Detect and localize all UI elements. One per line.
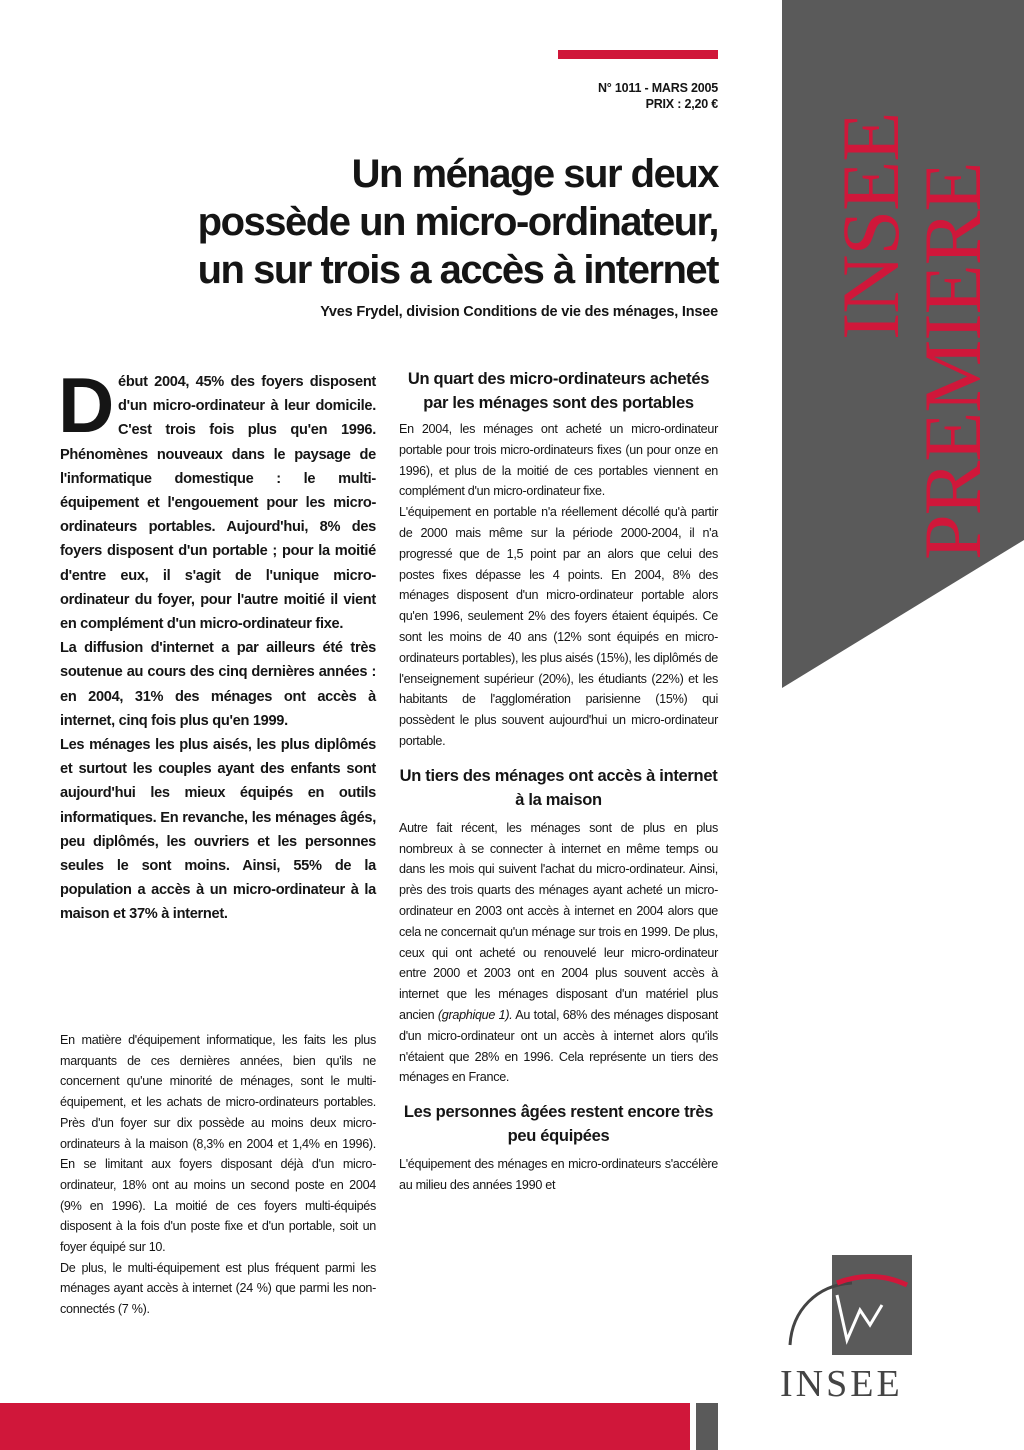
issue-number-date: N° 1011 - MARS 2005 bbox=[597, 81, 718, 95]
body-left-column bbox=[60, 1030, 376, 1320]
insee-logo bbox=[780, 1255, 920, 1406]
issue-info bbox=[598, 80, 718, 112]
drop-cap: D bbox=[58, 361, 115, 449]
right-column bbox=[399, 367, 718, 1196]
section-heading: Un tiers des ménages ont accès à internet à la maison bbox=[399, 766, 718, 809]
brand-title-insee: INSEE bbox=[825, 112, 916, 340]
title-line: un sur trois a accès à internet bbox=[197, 248, 718, 292]
body-paragraph: En matière d'équipement informatique, les faits les plus marquants de ces dernières années, bien qu'ils ne concernent qu'une minorité de ménages, sont le multi-équipement, et les achats de micro-ordinateurs portables. Près d'un foyer sur dix possède au moins deux micro-ordinateurs à la maison (8,3% en 2004 et 1,4% en 1996). En se limitant aux foyers disposant déjà d'un micro-ordinateur, 18% ont au moins un second poste en 2004 (9% en 1996). La moitié de ces foyers multi-équipés disposent à la fois d'un poste fixe et d'un portable, soit un foyer équipé sur 10. bbox=[60, 1033, 376, 1255]
lead-paragraph: Début 2004, 45% des foyers disposent d'un micro-ordinateur à leur domicile. C'est trois fois plus qu'en 1996. Phénomènes nouveaux dans le paysage de l'informatique domestique : le multi-équipement et l'engouement pour les micro-ordinateurs portables. Aujourd'hui, 8% des foyers disposent d'un portable ; pour la moitié d'entre eux, il s'agit de l'unique micro-ordinateur du foyer, pour l'autre moitié il vient en complément d'un micro-ordinateur fixe. bbox=[58, 361, 376, 633]
body-paragraph: En 2004, les ménages ont acheté un micro-ordinateur portable pour trois micro-ordinateurs fixes (un pour onze en 1996), et plus de la moitié de ces portables viennent en complément d'un micro-ordinateur fixe. bbox=[399, 422, 718, 499]
issue-price: PRIX : 2,20 € bbox=[645, 97, 718, 111]
title-line: Un ménage sur deux bbox=[351, 152, 718, 196]
lead-paragraph: Les ménages les plus aisés, les plus diplômés et surtout les couples ayant des enfants sont aujourd'hui les mieux équipés en outils informatiques. En revanche, les ménages âgés, peu diplômés, les ouvriers et les personnes seules le sont moins. Ainsi, 55% de la population a accès à un micro-ordinateur à la maison et 37% à internet. bbox=[60, 737, 376, 923]
insee-logo-text: INSEE bbox=[780, 1363, 903, 1405]
bottom-grey-bar bbox=[696, 1403, 718, 1450]
body-paragraph: Autre fait récent, les ménages sont de plus en plus nombreux à se connecter à internet en même temps ou dans les mois qui suivent l'achat du micro-ordinateur. Ainsi, près des trois quarts des ménages ayant acheté un micro-ordinateur en 2003 ont accès à internet en 2004 alors que cela ne concernait qu'un ménage sur trois en 1999. De plus, ceux qui ont acheté ou renouvelé leur micro-ordinateur entre 2000 et 2003 ont en 2004 plus souvent accès à internet que les ménages disposant d'un matériel plus ancien (graphique 1). Au total, 68% des ménages disposant d'un micro-ordinateur ont un accès à internet alors qu'ils n'étaient que 28% en 1996. Cela représente un tiers des ménages en France. bbox=[399, 820, 719, 1085]
top-accent-rule bbox=[558, 50, 718, 59]
lead-column bbox=[58, 361, 376, 927]
brand-band bbox=[782, 0, 1024, 688]
bottom-accent-bar bbox=[0, 1403, 690, 1450]
section-heading: Les personnes âgées restent encore très peu équipées bbox=[403, 1103, 714, 1146]
page-title bbox=[98, 150, 718, 294]
brand-title-premiere: PREMIERE bbox=[907, 162, 998, 560]
lead-summary bbox=[58, 361, 376, 927]
body-paragraph: L'équipement en portable n'a réellement décollé qu'à partir de 2000 mais même sur la période 2000-2004, il n'a progressé que de 1,5 point par an alors que celui des postes fixes dépasse les 4 points. En 2004, 8% des ménages disposent d'un micro-ordinateur portable alors qu'en 1996, seulement 2% des foyers étaient équipés. Ce sont les moins de 40 ans (12% sont équipés en micro-ordinateurs portables), les plus aisés (15%), les diplômés de l'enseignement supérieur (20%), les étudiants (22%) et les habitants de l'agglomération parisienne (15%) qui possèdent le plus souvent aujourd'hui un micro-ordinateur portable. bbox=[399, 505, 718, 748]
lead-paragraph: La diffusion d'internet a par ailleurs été très soutenue au cours des cinq dernières années : en 2004, 31% des ménages ont accès à internet, cinq fois plus qu'en 1999. bbox=[60, 640, 376, 729]
chart-reference: (graphique 1). bbox=[437, 1007, 513, 1022]
title-line: possède un micro-ordinateur, bbox=[197, 200, 718, 244]
body-paragraph: L'équipement des ménages en micro-ordinateurs s'accélère au milieu des années 1990 et bbox=[399, 1157, 718, 1192]
author-byline: Yves Frydel, division Conditions de vie des ménages, Insee bbox=[320, 304, 718, 320]
insee-logo-mark bbox=[782, 1255, 912, 1355]
section-heading: Un quart des micro-ordinateurs achetés par les ménages sont des portables bbox=[407, 370, 710, 412]
body-paragraph: De plus, le multi-équipement est plus fréquent parmi les ménages ayant accès à internet (24 %) que parmi les non-connectés (7 %). bbox=[60, 1260, 376, 1317]
